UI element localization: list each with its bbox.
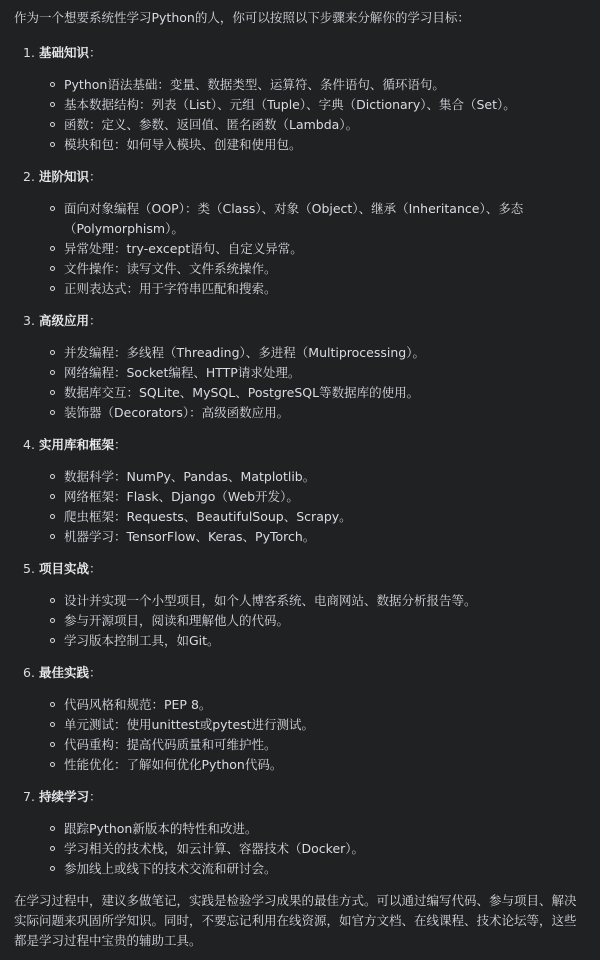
list-item: 机器学习：TensorFlow、Keras、PyTorch。 (14, 527, 600, 547)
outro-text: 在学习过程中，建议多做笔记，实践是检验学习成果的最佳方式。可以通过编写代码、参与项目、解决实际问题来巩固所学知识。同时，不要忘记利用在线资源，如官方文档、在线课程、技术论坛等，这些都是学习过程中宝贵的辅助工具。 (14, 893, 577, 948)
list-item: 跟踪Python新版本的特性和改进。 (14, 819, 600, 839)
list-item: 代码重构：提高代码质量和可维护性。 (14, 735, 600, 755)
list-item: 文件操作：读写文件、文件系统操作。 (14, 259, 600, 279)
section-number: 5. (23, 561, 35, 576)
section-colon: ： (89, 561, 102, 576)
list-item: 函数：定义、参数、返回值、匿名函数（Lambda）。 (14, 115, 600, 135)
section-heading (23, 559, 600, 579)
bullet-list (14, 199, 600, 299)
section-colon: ： (89, 45, 102, 60)
section-title: 进阶知识 (39, 169, 90, 184)
list-item: 面向对象编程（OOP）：类（Class）、对象（Object）、继承（Inheritance）、多态（Polymorphism）。 (14, 199, 600, 239)
section-title: 最佳实践 (39, 665, 90, 680)
list-item: 模块和包：如何导入模块、创建和使用包。 (14, 135, 600, 155)
list-item: 代码风格和规范：PEP 8。 (14, 695, 600, 715)
list-item: 单元测试：使用unittest或pytest进行测试。 (14, 715, 600, 735)
list-item: 网络编程：Socket编程、HTTP请求处理。 (14, 363, 600, 383)
section-colon: ： (114, 437, 127, 452)
list-item: 设计并实现一个小型项目，如个人博客系统、电商网站、数据分析报告等。 (14, 591, 600, 611)
section-colon: ： (89, 169, 102, 184)
list-item: 异常处理：try-except语句、自定义异常。 (14, 239, 600, 259)
list-item: 数据科学：NumPy、Pandas、Matplotlib。 (14, 467, 600, 487)
bullet-list (14, 819, 600, 879)
section-heading (23, 167, 600, 187)
list-item: 爬虫框架：Requests、BeautifulSoup、Scrapy。 (14, 507, 600, 527)
bullet-list (14, 695, 600, 775)
list-item: 并发编程：多线程（Threading）、多进程（Multiprocessing）。 (14, 343, 600, 363)
section-colon: ： (89, 789, 102, 804)
section-number: 7. (23, 789, 35, 804)
intro-text: 作为一个想要系统性学习Python的人，你可以按照以下步骤来分解你的学习目标： (14, 10, 470, 25)
section-colon: ： (89, 665, 102, 680)
section-1 (14, 43, 600, 155)
section-number: 2. (23, 169, 35, 184)
section-list (14, 43, 600, 879)
section-7 (14, 787, 600, 879)
section-heading (23, 43, 600, 63)
section-title: 持续学习 (39, 789, 90, 804)
section-title: 基础知识 (39, 45, 90, 60)
bullet-list (14, 343, 600, 423)
bullet-list (14, 467, 600, 547)
section-number: 6. (23, 665, 35, 680)
section-heading (23, 787, 600, 807)
list-item: 参加线上或线下的技术交流和研讨会。 (14, 859, 600, 879)
list-item: 学习版本控制工具，如Git。 (14, 631, 600, 651)
bullet-list (14, 591, 600, 651)
bullet-list (14, 75, 600, 155)
list-item: 参与开源项目，阅读和理解他人的代码。 (14, 611, 600, 631)
section-heading (23, 311, 600, 331)
section-number: 1. (23, 45, 35, 60)
section-6 (14, 663, 600, 775)
section-number: 3. (23, 313, 35, 328)
list-item: 学习相关的技术栈，如云计算、容器技术（Docker）。 (14, 839, 600, 859)
section-5 (14, 559, 600, 651)
section-title: 高级应用 (39, 313, 90, 328)
list-item: 装饰器（Decorators）：高级函数应用。 (14, 403, 600, 423)
section-title: 实用库和框架 (39, 437, 115, 452)
section-heading (23, 663, 600, 683)
section-number: 4. (23, 437, 35, 452)
section-3 (14, 311, 600, 423)
list-item: 数据库交互：SQLite、MySQL、PostgreSQL等数据库的使用。 (14, 383, 600, 403)
section-4 (14, 435, 600, 547)
section-2 (14, 167, 600, 299)
list-item: 性能优化：了解如何优化Python代码。 (14, 755, 600, 775)
section-title: 项目实战 (39, 561, 90, 576)
list-item: 网络框架：Flask、Django（Web开发）。 (14, 487, 600, 507)
list-item: 正则表达式：用于字符串匹配和搜索。 (14, 279, 600, 299)
section-heading (23, 435, 600, 455)
list-item: 基本数据结构：列表（List）、元组（Tuple）、字典（Dictionary）、集合（Set）。 (14, 95, 600, 115)
section-colon: ： (89, 313, 102, 328)
list-item: Python语法基础：变量、数据类型、运算符、条件语句、循环语句。 (14, 75, 600, 95)
